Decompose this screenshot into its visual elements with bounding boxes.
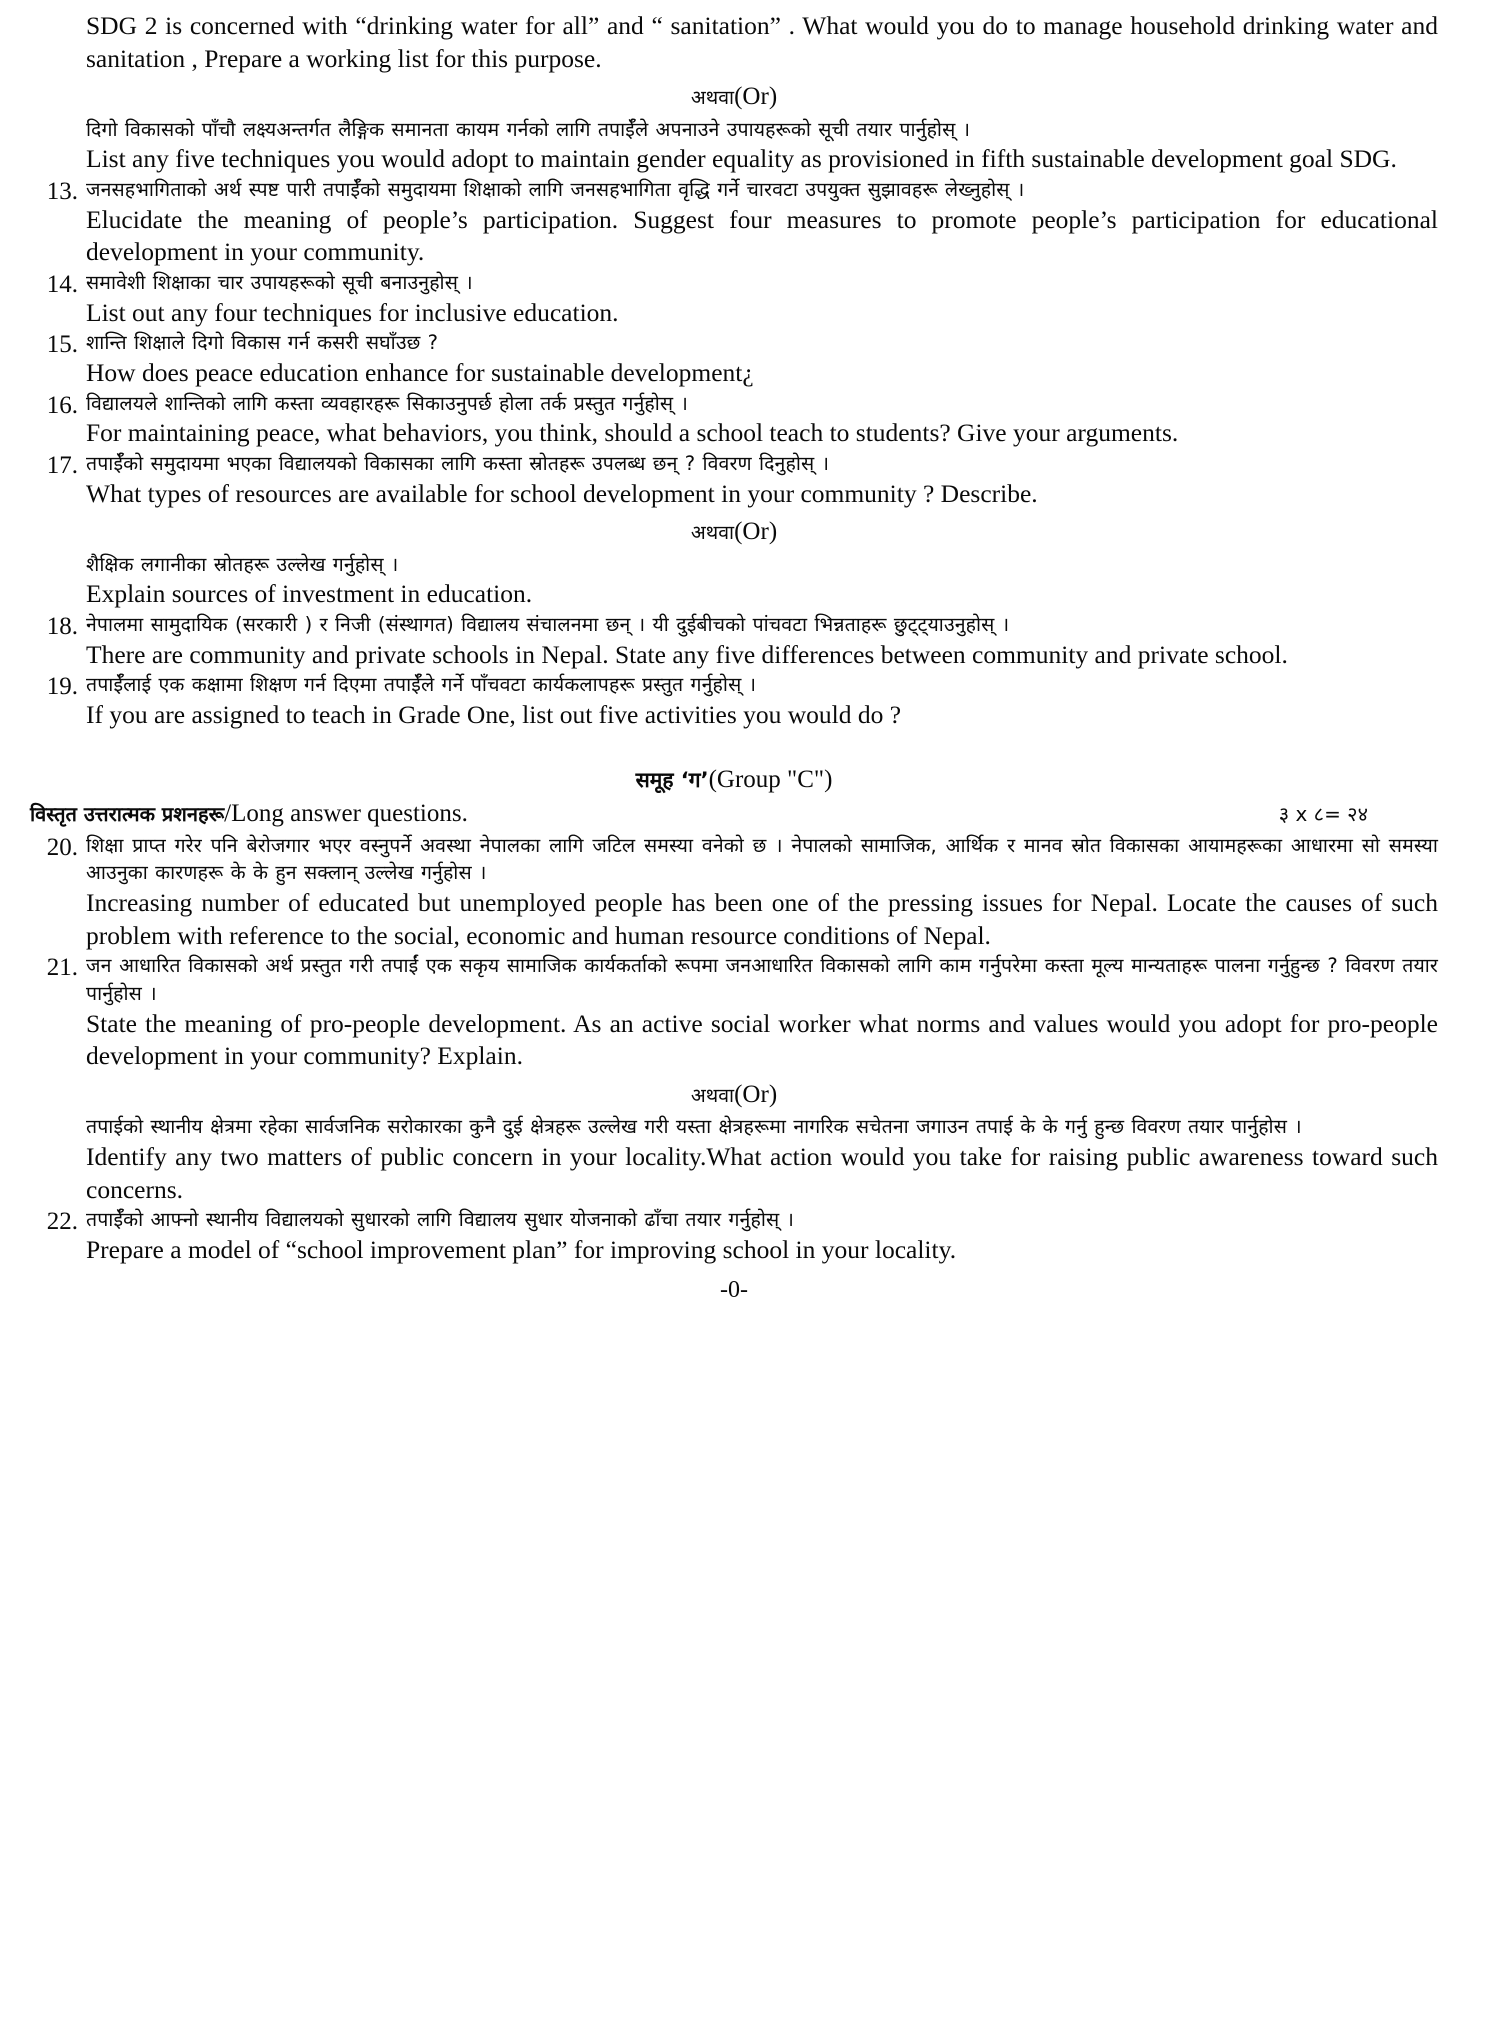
question-18-nepali: नेपालमा सामुदायिक (सरकारी ) र निजी (संस्थागत) विद्यालय संचालनमा छन् । यी दुईबीचको पांचवटा भिन्नताहरू छुट्ट्याउनुहोस् । [86, 613, 1010, 637]
intro-alt-body [86, 116, 1438, 176]
question-13 [30, 176, 1438, 269]
question-16-english: For maintaining peace, what behaviors, you think, should a school teach to students? Give your arguments. [86, 418, 1179, 448]
long-answer-nepali: विस्तृत उत्तरात्मक प्रशनहरू [30, 801, 225, 826]
question-13-body [86, 176, 1438, 269]
group-c-title-nepali: समूह ‘ग’ [635, 767, 709, 792]
question-19 [30, 671, 1438, 731]
question-22 [30, 1206, 1438, 1266]
group-c-title-english: (Group "C") [708, 765, 833, 793]
intro-alt-nepali-text: दिगो विकासको पाँचौ लक्ष्यअन्तर्गत लैङ्गिक समानता कायम गर्नको लागि तपाईँले अपनाउने उपायहरूको सूची तयार पार्नुहोस् । [86, 117, 971, 141]
question-18 [30, 611, 1438, 671]
long-answer-label [30, 800, 468, 828]
question-21-nepali: जन आधारित विकासको अर्थ प्रस्तुत गरी तपाईं एक सकृय सामाजिक कार्यकर्ताको रूपमा जनआधारित विकासको लागि काम गर्नुपरेमा कस्ता मूल्य मान्यताहरू पालना गर्नुहुन्छ ? विवरण तयार पार्नुहोस । [86, 954, 1438, 1005]
intro-english-text: SDG 2 is concerned with “drinking water for all” and “ sanitation” . What would you do to manage household drinking water and sanitation , Prepare a working list for this purpose. [86, 11, 1438, 73]
long-answer-english: /Long answer questions. [224, 799, 468, 827]
question-20-body [86, 832, 1438, 953]
question-19-english: If you are assigned to teach in Grade One, list out five activities you would do ? [86, 700, 902, 730]
long-answer-section-line [30, 800, 1438, 828]
question-15 [30, 329, 1438, 389]
question-17-alt [30, 551, 1438, 611]
question-19-number: 19. [46, 673, 78, 701]
q17-alt-nepali: शैक्षिक लगानीका स्रोतहरू उल्लेख गर्नुहोस् । [86, 552, 399, 576]
question-20-number: 20. [46, 833, 78, 861]
question-19-nepali: तपाईँलाई एक कक्षामा शिक्षण गर्न दिएमा तपाईँले गर्ने पाँचवटा कार्यकलापहरू प्रस्तुत गर्नुहोस् । [86, 673, 757, 697]
q17-alt-body [86, 551, 1438, 611]
question-13-nepali: जनसहभागिताको अर्थ स्पष्ट पारी तपाईँको समुदायमा शिक्षाको लागि जनसहभागिता वृद्धि गर्ने चारवटा उपयुक्त सुझावहरू लेख्नुहोस् । [86, 178, 1025, 202]
question-21-alt [30, 1113, 1438, 1206]
question-22-nepali: तपाईँको आफ्नो स्थानीय विद्यालयको सुधारको लागि विद्यालय सुधार योजनाको ढाँचा तयार गर्नुहोस् । [86, 1208, 795, 1232]
group-c-marks: ३ x ८= २४ [1278, 801, 1368, 826]
group-c-heading [30, 766, 1438, 794]
q21-alt-nepali: तपाईको स्थानीय क्षेत्रमा रहेका सार्वजनिक सरोकारका कुनै दुई क्षेत्रहरू उल्लेख गरी यस्ता क्षेत्रहरूमा नागरिक सचेतना जगाउन तपाई के के गर्नु हुन्छ विवरण तयार पार्नुहोस । [86, 1115, 1302, 1139]
question-16 [30, 390, 1438, 450]
q21-or-nepali: अथवा [690, 1083, 735, 1107]
question-16-body [86, 390, 1438, 450]
question-16-number: 16. [46, 391, 78, 419]
question-15-english: How does peace education enhance for sustainable development¿ [86, 358, 754, 387]
q21-alt-english: Identify any two matters of public concern in your locality.What action would you take for raising public awareness toward such concerns. [86, 1142, 1438, 1204]
question-17-or-line [30, 516, 1438, 549]
question-14 [30, 269, 1438, 329]
question-14-nepali: समावेशी शिक्षाका चार उपायहरूको सूची बनाउनुहोस् । [86, 271, 473, 294]
intro-or-line [30, 81, 1438, 114]
q21-alt-body [86, 1113, 1438, 1206]
intro-alt-english-text: List any five techniques you would adopt to maintain gender equality as provisioned in fifth sustainable development goal SDG. [86, 144, 1397, 174]
question-14-number: 14. [46, 271, 78, 298]
question-17 [30, 450, 1438, 510]
question-21-body [86, 952, 1438, 1073]
q17-or-nepali: अथवा [690, 521, 735, 545]
question-20 [30, 832, 1438, 953]
question-22-english: Prepare a model of “school improvement plan” for improving school in your locality. [86, 1235, 957, 1265]
intro-body [86, 10, 1438, 75]
question-20-nepali: शिक्षा प्राप्त गरेर पनि बेरोजगार भएर वस्नुपर्ने अवस्था नेपालका लागि जटिल समस्या वनेको छ । नेपालको सामाजिक, आर्थिक र मानव स्रोत विकासका आयामहरूका आधारमा सो समस्या आउनुका कारणहरू के के हुन सक्लान् उल्लेख गर्नुहोस । [86, 833, 1438, 885]
intro-or-english: (Or) [734, 83, 778, 111]
question-15-number: 15. [46, 331, 78, 359]
question-21-or-line [30, 1079, 1438, 1112]
question-15-nepali: शान्ति शिक्षाले दिगो विकास गर्न कसरी सघाँउछ ? [86, 331, 439, 355]
question-16-nepali: विद्यालयले शान्तिको लागि कस्ता व्यवहारहरू सिकाउनुपर्छ होला तर्क प्रस्तुत गर्नुहोस् । [86, 391, 688, 415]
question-17-body [86, 450, 1438, 510]
question-15-body [86, 329, 1438, 389]
q21-or-english: (Or) [734, 1080, 778, 1108]
q17-or-english: (Or) [734, 518, 778, 546]
intro-alt-block [30, 116, 1438, 176]
question-18-english: There are community and private schools in Nepal. State any five differences between community and private school. [86, 639, 1288, 669]
question-19-body [86, 671, 1438, 731]
question-14-body [86, 269, 1438, 329]
question-18-number: 18. [46, 613, 78, 641]
question-13-number: 13. [46, 178, 78, 206]
question-14-english: List out any four techniques for inclusive education. [86, 297, 619, 327]
intro-question-block [30, 10, 1438, 75]
question-21-number: 21. [46, 954, 78, 982]
intro-or-nepali: अथवा [690, 86, 735, 110]
page-footer: -0- [720, 1276, 748, 1303]
question-20-english: Increasing number of educated but unemployed people has been one of the pressing issues for Nepal. Locate the causes of such problem with reference to the social, economic and human resource conditions of Nepal. [86, 888, 1438, 950]
question-17-english: What types of resources are available for school development in your community ? Describe. [86, 478, 1038, 508]
question-13-english: Elucidate the meaning of people’s participation. Suggest four measures to promote people’s participation for educational development in your community. [86, 204, 1438, 267]
question-22-body [86, 1206, 1438, 1266]
question-21-english: State the meaning of pro-people development. As an active social worker what norms and values would you adopt for pro-people development in your community? Explain. [86, 1008, 1438, 1071]
question-18-body [86, 611, 1438, 671]
question-21 [30, 952, 1438, 1073]
question-17-number: 17. [46, 451, 78, 479]
q17-alt-english: Explain sources of investment in education. [86, 579, 533, 609]
question-22-number: 22. [46, 1208, 78, 1236]
question-17-nepali: तपाईँको समुदायमा भएका विद्यालयको विकासका लागि कस्ता स्रोतहरू उपलब्ध छन् ? विवरण दिनुहोस् । [86, 451, 830, 475]
